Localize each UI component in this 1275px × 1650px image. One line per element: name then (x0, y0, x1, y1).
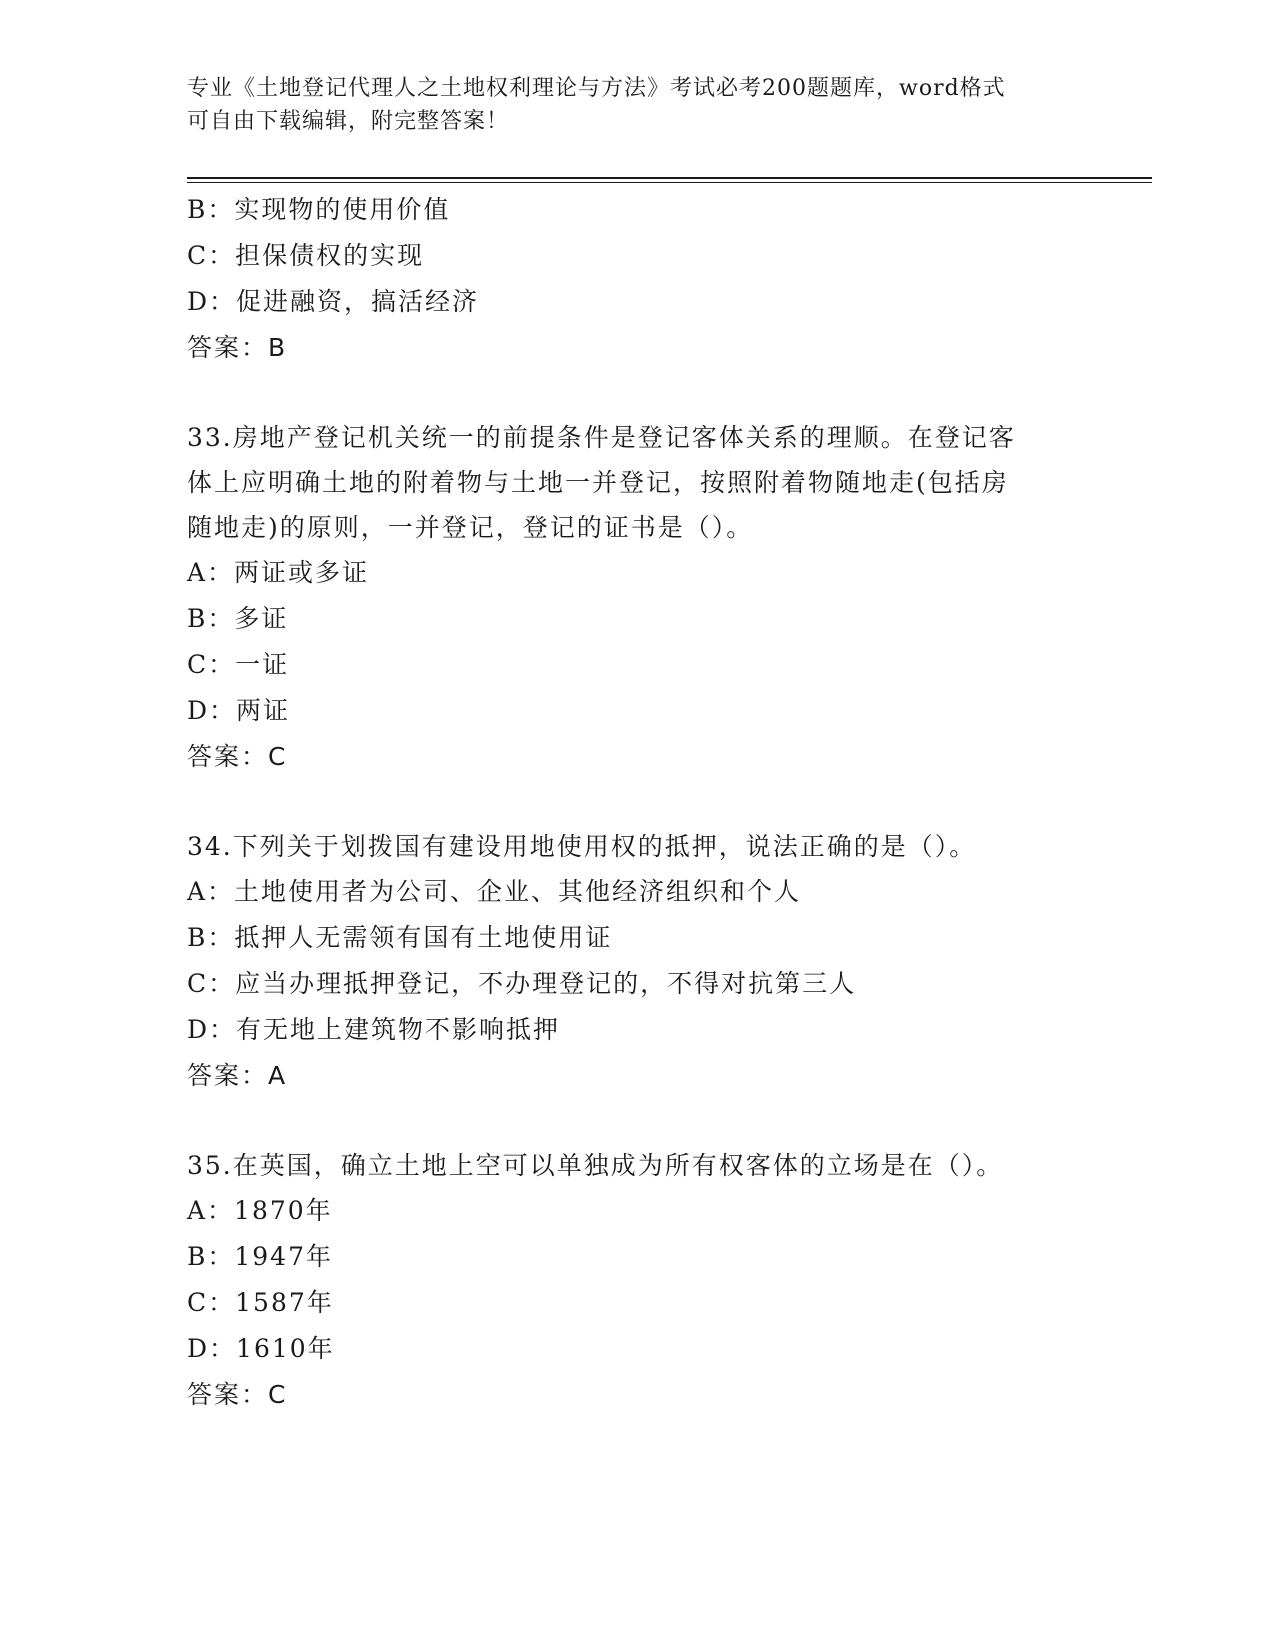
stem-line: 35.在英国，确立土地上空可以单独成为所有权客体的立场是在（）。 (187, 1151, 1004, 1180)
answer-line: 答案：C (187, 742, 288, 771)
option-d: D：1610年 (187, 1334, 335, 1363)
option-d: D：两证 (187, 696, 291, 725)
question-33 (187, 415, 1087, 780)
stem-line: 34.下列关于划拨国有建设用地使用权的抵押，说法正确的是（）。 (187, 832, 977, 861)
question-stem (187, 824, 1087, 869)
option-b: B：1947年 (187, 1242, 333, 1271)
stem-line: 随地走)的原则，一并登记，登记的证书是（）。 (187, 513, 754, 542)
question-32-tail (187, 187, 1087, 371)
answer-line: 答案：C (187, 1380, 288, 1409)
question-35 (187, 1143, 1087, 1418)
option-c: C：一证 (187, 650, 290, 679)
option-b: B：多证 (187, 604, 289, 633)
question-stem (187, 415, 1087, 550)
option-b: B：抵押人无需领有国有土地使用证 (187, 923, 613, 952)
stem-line: 33.房地产登记机关统一的前提条件是登记客体关系的理顺。在登记客 (187, 423, 1016, 452)
stem-line: 体上应明确土地的附着物与土地一并登记，按照附着物随地走(包括房 (187, 468, 1009, 497)
option-c: C：应当办理抵押登记，不办理登记的，不得对抗第三人 (187, 969, 857, 998)
answer-line: 答案：B (187, 333, 288, 362)
header-divider (187, 177, 1152, 179)
option-d: D：促进融资，搞活经济 (187, 287, 480, 316)
answer-line: 答案：A (187, 1061, 288, 1090)
option-a: A：1870年 (187, 1196, 333, 1225)
option-a: A：土地使用者为公司、企业、其他经济组织和个人 (187, 877, 802, 906)
question-34 (187, 824, 1087, 1099)
header-line-2: 可自由下载编辑，附完整答案！ (187, 109, 510, 134)
document-header (187, 72, 1067, 138)
option-b: B：实现物的使用价值 (187, 195, 451, 224)
option-c: C：担保债权的实现 (187, 241, 425, 270)
question-list (187, 187, 1087, 1418)
question-stem (187, 1143, 1087, 1188)
option-d: D：有无地上建筑物不影响抵押 (187, 1015, 561, 1044)
header-line-1: 专业《土地登记代理人之土地权利理论与方法》考试必考200题题库，word格式 (187, 76, 1006, 101)
option-a: A：两证或多证 (187, 558, 370, 587)
header-divider-thin (187, 182, 1152, 183)
option-c: C：1587年 (187, 1288, 334, 1317)
